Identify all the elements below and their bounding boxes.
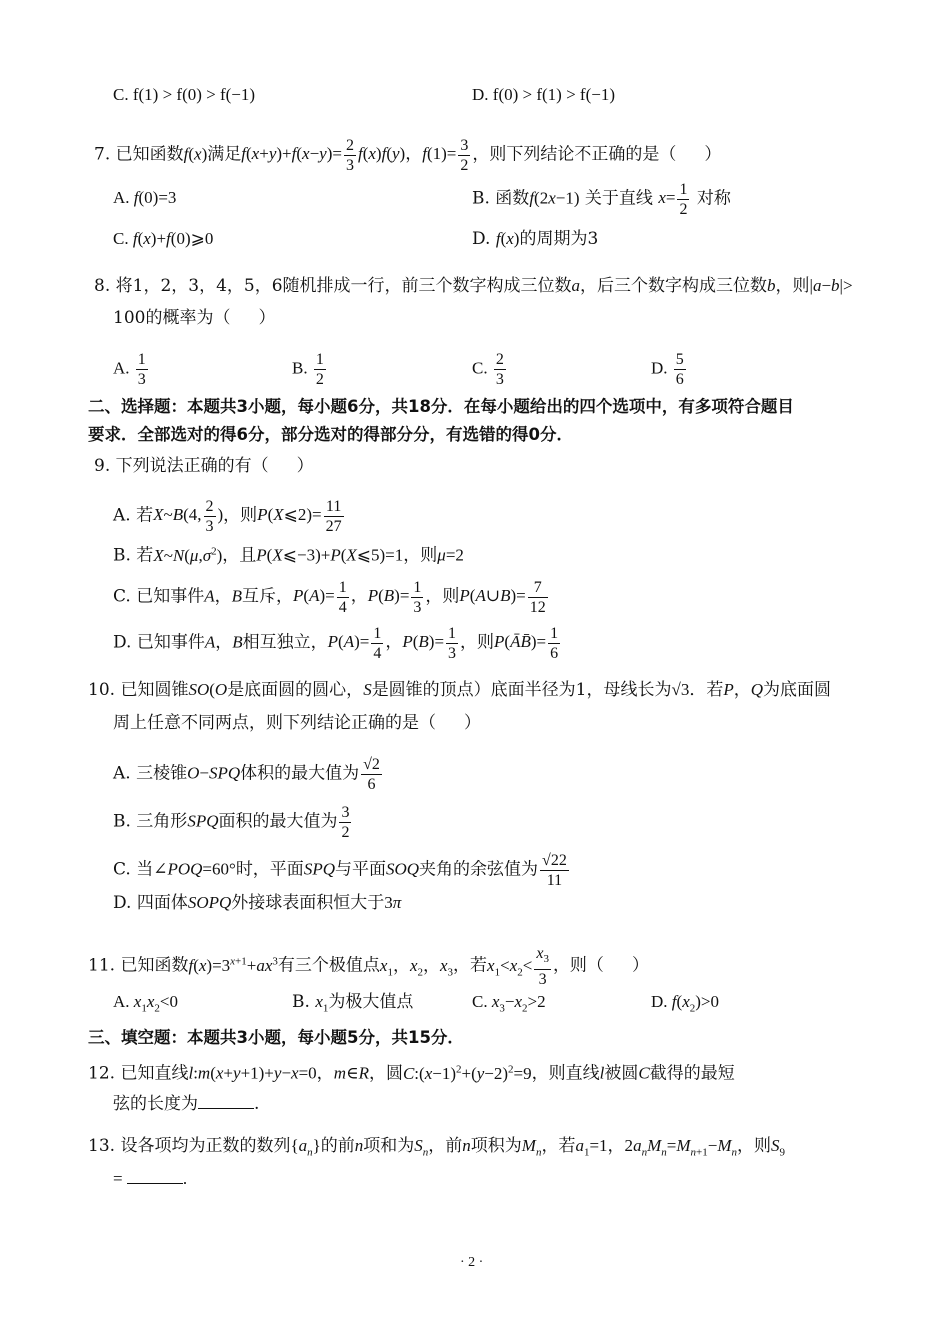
q13-text: 的前	[320, 1136, 355, 1156]
q7-option-d: D. f(x)的周期为3	[472, 229, 599, 249]
q11-option-c: C. $x_3-x_2>2$	[472, 992, 546, 1015]
q9-option-a: A. 若X~B(4, $\frac{2}{3}$ )，则P(X⩽2)= $\frac{11}{27}$	[113, 498, 342, 535]
page-number: · 2 ·	[460, 1255, 484, 1270]
q13-answer-blank[interactable]	[127, 1167, 183, 1184]
q8-text: 100的概率为（	[113, 308, 231, 328]
q9-option-text: D. 已知事件	[113, 632, 205, 653]
q6-option-c: C. f(1) > f(0) > f(−1)	[113, 85, 256, 104]
q9-text: 下列说法正确的有（	[115, 456, 269, 476]
q10-option-text: 面积的最大值为	[218, 811, 338, 832]
q11-stem: 11. 已知函数$f(x)=3^{x+1}+ax^3$有三个极值点$x_1$，$x_2$，$x_3$，若$x_1<x_2<$ $\frac{x_3}{3}$ ，则（ ）	[88, 945, 649, 989]
q10-text: ．若	[689, 680, 724, 700]
q7-option-label: A.	[113, 188, 130, 207]
q9-option-text: ，则	[403, 545, 438, 566]
q10-stem-line2	[113, 712, 481, 734]
q7-option-text: 关于直线	[584, 188, 653, 209]
q10-option-a: A. 三棱锥O−SPQ体积的最大值为 $\frac{√2}{6}$	[113, 756, 380, 793]
q10-option-text: D. 四面体	[113, 893, 188, 913]
q8-option-label: C.	[472, 358, 488, 378]
section2-heading: 二、选择题：本题共3小题，每小题6分，共18分．在每小题给出的四个选项中，有多项符合题目	[88, 397, 794, 416]
q13-text: ，若	[541, 1136, 576, 1156]
q10-option-c: C. 当∠POQ=60°时，平面SPQ与平面SOQ夹角的余弦值为 $\frac{√22}{11}$	[113, 852, 567, 889]
q10-text: ）	[464, 713, 481, 733]
q8-text: ，后三个数字构成三位数	[580, 276, 768, 296]
q10-stem: 10. 已知圆锥SO(O是底面圆的圆心，S是圆锥的顶点）底面半径为1，母线长为√3．若P，Q为底面圆	[88, 680, 832, 700]
q9-option-d: D. 已知事件A，B相互独立，P(A)= $\frac{1}{4}$ ，P(B)= $\frac{1}{3}$ ，则P(ĀB̄)= $\frac{1}{6}$	[113, 625, 559, 662]
q9-option-text: ，且	[222, 545, 257, 566]
q8-option-label: B.	[292, 358, 308, 378]
q11-option-d: D. $f(x_2)>0$	[651, 992, 719, 1015]
q11-text: ，若	[453, 955, 488, 976]
q13-text: 项积为	[470, 1136, 522, 1156]
q9-text: ）	[296, 456, 314, 476]
q10-option-d: D. 四面体SOPQ外接球表面积恒大于3π	[113, 893, 402, 913]
q10-option-text: C. 当	[113, 859, 154, 880]
q7-number: 7.	[94, 144, 111, 165]
q6-option-d: D. f(0) > f(1) > f(−1)	[472, 85, 615, 104]
section2-heading-line2: 要求．全部选对的得6分，部分选对的得部分分，有选错的得0分．	[88, 425, 573, 444]
q7-option-text: 对称	[696, 188, 731, 209]
q10-option-text: A. 三棱锥	[113, 763, 188, 784]
q9-stem	[94, 455, 314, 477]
q10-option-text: 时，平面	[235, 859, 304, 880]
q7-option-label: C.	[113, 229, 129, 248]
q12-stem-line2: 弦的长度为 .	[113, 1094, 260, 1114]
q13-stem: 13. 设各项均为正数的数列$\{a_n\}$的前n项和为$S_n$，前n项积为$M_n$，若$a_1=1$，$2a_nM_n=M_{n+1}-M_n$，则$S_9$	[88, 1136, 785, 1159]
q10-text: 为底面圆	[763, 680, 832, 700]
q8-option-b: B. $\frac{1}{2}$	[292, 351, 324, 388]
q8-stem-line2	[113, 307, 275, 329]
q11-option-a: A. $x_1x_2<0$	[113, 992, 178, 1015]
q7-option-text: 的周期为3	[519, 229, 599, 249]
q12-text: 被圆	[604, 1063, 639, 1084]
q11-option-label: D.	[651, 992, 668, 1011]
q7-text: ）	[704, 144, 722, 165]
q10-text: 已知圆锥	[120, 680, 189, 700]
q8-text: 将1，2，3，4，5，6随机排成一行，前三个数字构成三位数	[115, 276, 572, 296]
q12-answer-blank[interactable]	[198, 1092, 254, 1109]
q12-number: 12.	[88, 1063, 116, 1084]
q11-text: 有三个极值点	[277, 955, 380, 976]
q8-text: ，则	[775, 276, 810, 296]
q7-text: 已知函数	[115, 144, 184, 165]
q8-text: ）	[258, 308, 276, 328]
q11-text: ）	[631, 955, 649, 976]
q12-text: 截得的最短	[649, 1063, 735, 1084]
q9-option-text: A. 若	[113, 505, 154, 526]
q9-option-text: C. 已知事件	[113, 586, 205, 607]
q13-stem-line2: = .	[113, 1169, 188, 1188]
q9-option-c: C. 已知事件A，B互斥，P(A)= $\frac{1}{4}$ ，P(B)= $\frac{1}{3}$ ，则P(A∪B)= $\frac{7}{12}$	[113, 579, 546, 616]
q7-option-text: B. 函数	[472, 188, 530, 209]
q13-number: 13.	[88, 1136, 116, 1156]
q8-option-a: A. $\frac{1}{3}$	[113, 351, 146, 388]
q11-option-label: B.	[292, 992, 310, 1012]
q9-option-b: B. 若$X\sim N(\mu,\sigma^2)$，且P(X⩽−3)+P(X⩽5)=1，则μ=2	[113, 545, 464, 566]
q9-number: 9.	[94, 456, 111, 476]
q12-stem: 12. 已知直线l:m(x+y+1)+y−x=0，m∈R，圆$C:(x-1)^2+(y-2)^2=9$，则直线l被圆C截得的最短	[88, 1063, 735, 1084]
q11-option-text: 为极大值点	[328, 992, 414, 1012]
q10-option-text: 体积的最大值为	[240, 763, 360, 784]
q8-stem: 8. 将1，2，3，4，5，6随机排成一行，前三个数字构成三位数a，后三个数字构成三位数b，则|a−b|>	[94, 276, 853, 296]
q12-text: 弦的长度为	[113, 1094, 198, 1114]
q9-option-text: 相互独立，	[242, 632, 328, 653]
q9-option-text: ，则	[425, 586, 460, 607]
q7-text: ，则下列结论不正确的是（	[472, 144, 677, 165]
q10-option-text: B. 三角形	[113, 811, 188, 832]
q13-text: 设各项均为正数的数列	[120, 1136, 291, 1156]
q13-text: ，前	[428, 1136, 463, 1156]
q10-option-text: 外接球表面积恒大于	[231, 893, 385, 913]
q11-option-label: C.	[472, 992, 488, 1011]
q11-text: 已知函数	[120, 955, 189, 976]
q9-option-text: ，则	[223, 505, 258, 526]
q12-text: 已知直线	[120, 1063, 189, 1084]
section3-heading: 三、填空题：本题共3小题，每小题5分，共15分．	[88, 1028, 464, 1047]
q12-text: ，圆	[368, 1063, 403, 1084]
q9-option-text: 互斥，	[242, 586, 293, 607]
q7-text: 满足	[207, 144, 242, 165]
q7-stem: 7. 已知函数f(x)满足f(x+y)+f(x−y)= $\frac{2}{3}$ f(x)f(y)，f(1)= $\frac{3}{2}$ ，则下列结论不正确的是（ ）	[94, 137, 722, 174]
q9-option-text: ，则	[460, 632, 495, 653]
q10-option-b: B. 三角形SPQ面积的最大值为 $\frac{3}{2}$	[113, 804, 350, 841]
q8-number: 8.	[94, 276, 111, 296]
q10-option-text: 与平面	[334, 859, 386, 880]
q7-option-b: B. 函数f(2x−1) 关于直线 x= $\frac{1}{2}$ 对称	[472, 181, 731, 218]
q8-option-label: D.	[651, 358, 668, 378]
q13-text: 项和为	[363, 1136, 415, 1156]
q13-text: ，则	[736, 1136, 771, 1156]
q11-option-b: B. $x_1$为极大值点	[292, 992, 414, 1015]
q7-option-a: A. f(0)=3	[113, 188, 177, 207]
q7-option-c: C. f(x)+f(0)⩾0	[113, 229, 214, 248]
q10-text: 周上任意不同两点，则下列结论正确的是（	[113, 713, 436, 733]
q9-option-text: B. 若	[113, 545, 154, 566]
q11-number: 11.	[88, 955, 116, 976]
q8-option-d: D. $\frac{5}{6}$	[651, 351, 684, 388]
q8-option-label: A.	[113, 358, 130, 378]
q10-text: 是圆锥的顶点）底面半径为1，母线长为	[371, 680, 672, 700]
q8-option-c: C. $\frac{2}{3}$	[472, 351, 504, 388]
q11-option-label: A.	[113, 992, 130, 1011]
q10-number: 10.	[88, 680, 116, 700]
q10-option-text: 夹角的余弦值为	[419, 859, 539, 880]
q12-text: ，则直线	[531, 1063, 600, 1084]
q10-text: 是底面圆的圆心，	[227, 680, 364, 700]
q11-text: ，则（	[552, 955, 604, 976]
q7-option-label: D.	[472, 229, 491, 249]
